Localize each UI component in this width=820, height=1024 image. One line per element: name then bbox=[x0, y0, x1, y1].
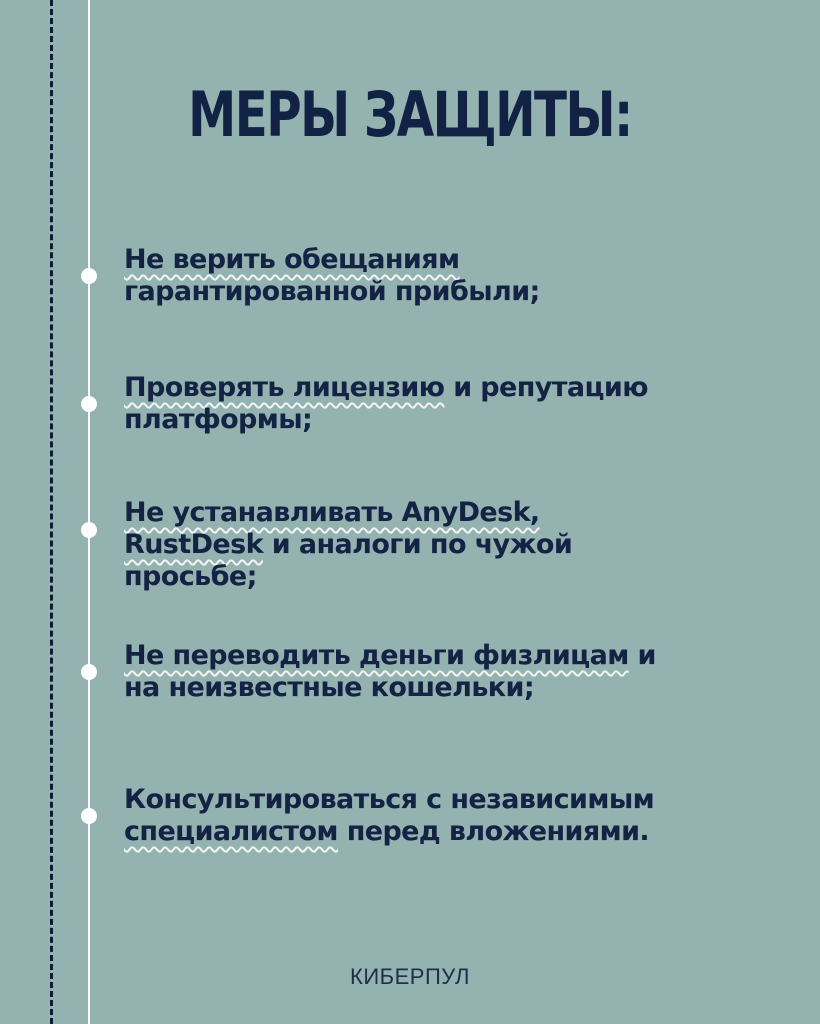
page-title: МЕРЫ ЗАЩИТЫ: bbox=[188, 78, 632, 151]
bullet-dot bbox=[81, 396, 97, 412]
underlined-text: Проверять лицензию bbox=[124, 372, 445, 403]
bullet-dot bbox=[81, 522, 97, 538]
item-line bbox=[124, 372, 764, 404]
item-line bbox=[124, 244, 764, 276]
dashed-margin-line bbox=[50, 0, 53, 1024]
item-line bbox=[124, 276, 764, 308]
item-line bbox=[124, 784, 764, 816]
plain-text: гарантированной прибыли; bbox=[124, 276, 540, 307]
underlined-text: Не устанавливать AnyDesk, bbox=[124, 497, 540, 528]
bullet-dot bbox=[81, 268, 97, 284]
list-item bbox=[124, 244, 764, 308]
underlined-text: RustDesk bbox=[124, 529, 263, 560]
plain-text: Консультироваться с независимым bbox=[124, 784, 655, 815]
plain-text: и репутацию bbox=[444, 372, 648, 403]
plain-text: на неизвестные кошельки; bbox=[124, 672, 535, 703]
bullet-dot bbox=[81, 664, 97, 680]
item-line bbox=[124, 816, 764, 848]
plain-text: и аналоги по чужой bbox=[262, 529, 573, 560]
plain-text: платформы; bbox=[124, 404, 313, 435]
list-item bbox=[124, 784, 764, 848]
plain-text: просьбе; bbox=[124, 561, 257, 592]
underlined-text: специалистом bbox=[124, 816, 338, 847]
plain-text: перед вложениями. bbox=[337, 816, 650, 847]
plain-text: и bbox=[628, 640, 656, 671]
brand-footer: КИБЕРПУЛ bbox=[350, 964, 470, 989]
underlined-text: Не верить обещаниям bbox=[124, 244, 460, 275]
item-line bbox=[124, 497, 764, 529]
list-item bbox=[124, 497, 764, 593]
item-line bbox=[124, 404, 764, 436]
list-item bbox=[124, 640, 764, 704]
timeline-line bbox=[88, 0, 90, 1024]
list-item bbox=[124, 372, 764, 436]
item-line bbox=[124, 561, 764, 593]
item-line bbox=[124, 672, 764, 704]
item-line bbox=[124, 529, 764, 561]
bullet-dot bbox=[81, 808, 97, 824]
underlined-text: Не переводить деньги физлицам bbox=[124, 640, 629, 671]
item-line bbox=[124, 640, 764, 672]
